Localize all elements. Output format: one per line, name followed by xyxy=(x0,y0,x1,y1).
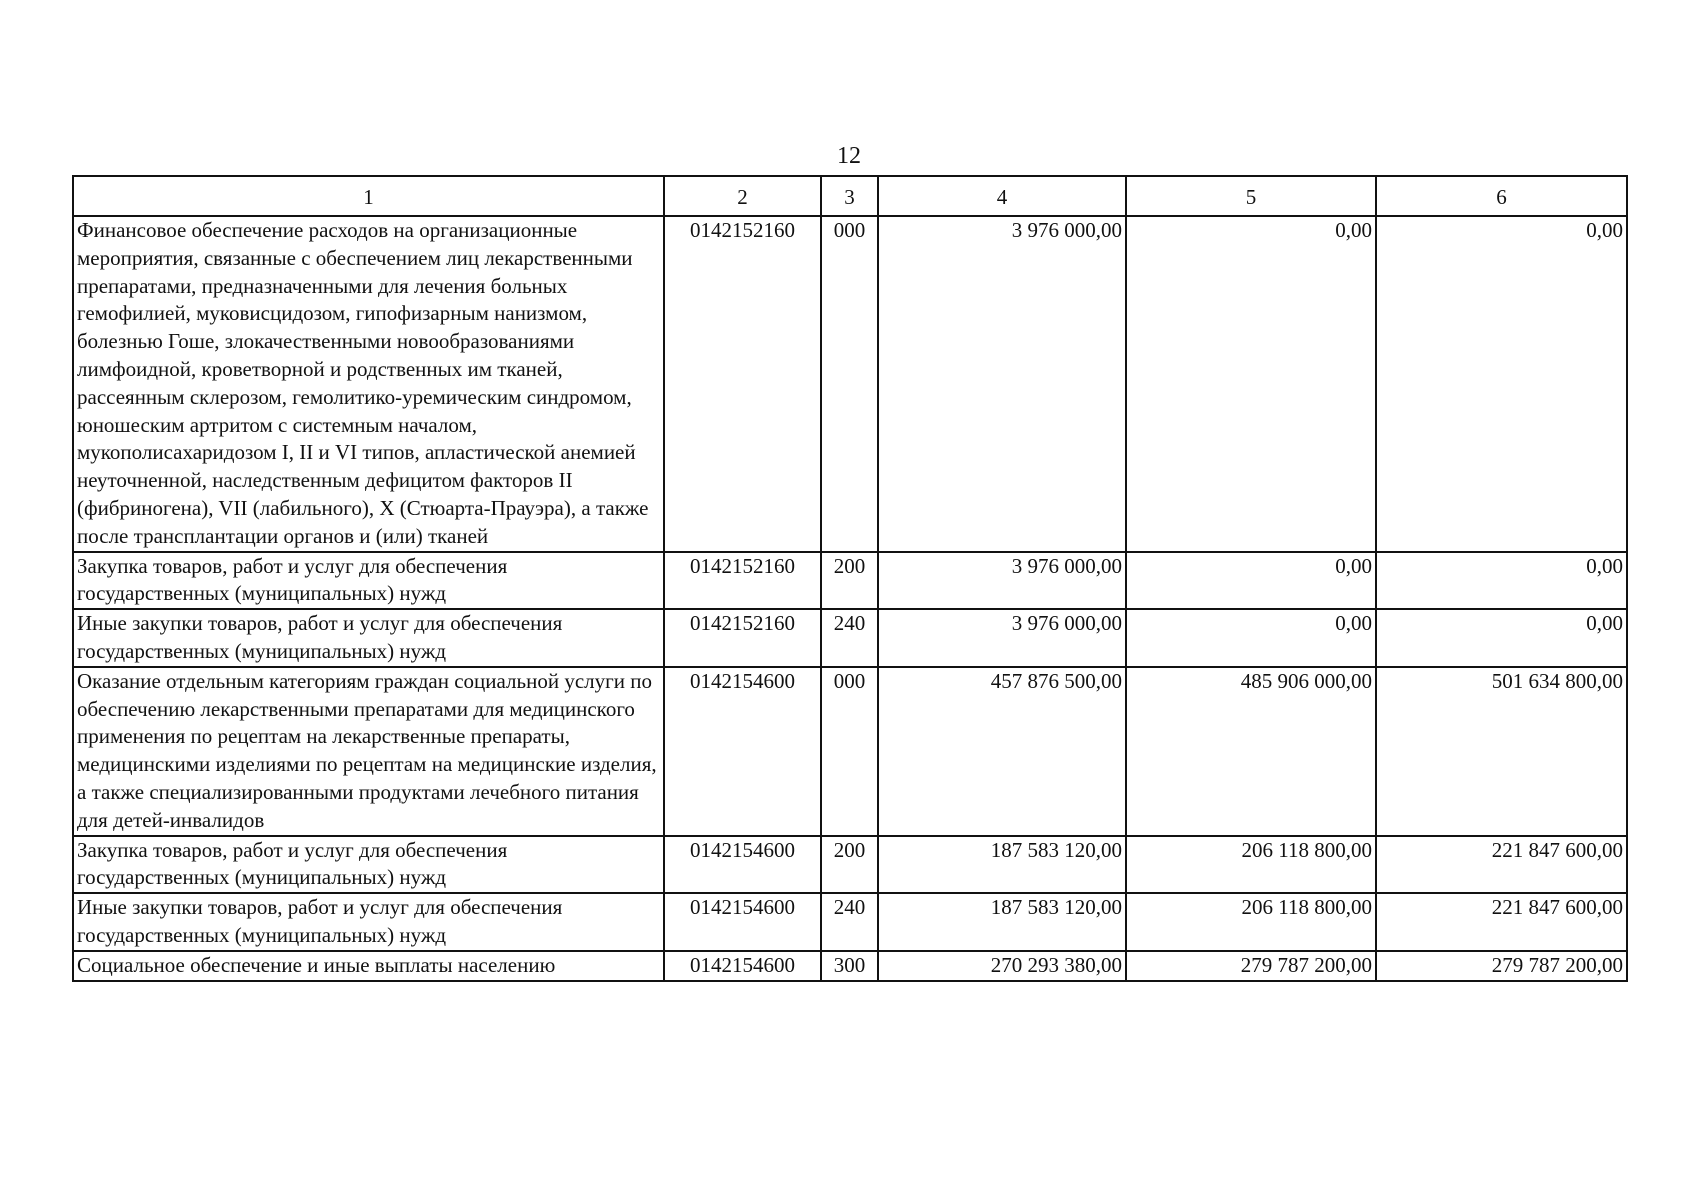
row-amount-col6: 221 847 600,00 xyxy=(1376,836,1627,894)
row-expense-type: 240 xyxy=(821,893,878,951)
row-amount-col6: 0,00 xyxy=(1376,216,1627,552)
row-amount-col4: 3 976 000,00 xyxy=(878,609,1126,667)
column-header-2: 2 xyxy=(664,176,821,216)
row-amount-col5: 0,00 xyxy=(1126,216,1376,552)
row-amount-col4: 187 583 120,00 xyxy=(878,836,1126,894)
row-code: 0142152160 xyxy=(664,609,821,667)
table-row xyxy=(73,893,1627,951)
row-amount-col6: 0,00 xyxy=(1376,609,1627,667)
row-code: 0142154600 xyxy=(664,893,821,951)
table-row xyxy=(73,667,1627,836)
column-header-1: 1 xyxy=(73,176,664,216)
row-expense-type: 200 xyxy=(821,836,878,894)
budget-table xyxy=(72,175,1628,982)
row-amount-col5: 485 906 000,00 xyxy=(1126,667,1376,836)
row-amount-col6: 279 787 200,00 xyxy=(1376,951,1627,981)
page-number: 12 xyxy=(837,143,861,169)
row-amount-col4: 3 976 000,00 xyxy=(878,216,1126,552)
row-name: Закупка товаров, работ и услуг для обеспечения государственных (муниципальных) нужд xyxy=(73,836,664,894)
table-row xyxy=(73,552,1627,610)
table-row xyxy=(73,609,1627,667)
row-code: 0142154600 xyxy=(664,836,821,894)
table-row xyxy=(73,951,1627,981)
row-code: 0142152160 xyxy=(664,552,821,610)
row-name: Закупка товаров, работ и услуг для обеспечения государственных (муниципальных) нужд xyxy=(73,552,664,610)
row-amount-col5: 206 118 800,00 xyxy=(1126,893,1376,951)
row-name: Финансовое обеспечение расходов на организационные мероприятия, связанные с обеспечением лиц лекарственными препаратами, предназначенными для лечения больных гемофилией, муковисцидозом, гипофизарным нанизмом, болезнью Гоше, злокачественными новообразованиями лимфоидной, кроветворной и родственных им тканей, рассеянным склерозом, гемолитико-уремическим синдромом, юношеским артритом с системным началом, мукополисахаридозом I, II и VI типов, апластической анемией неуточненной, наследственным дефицитом факторов II (фибриногена), VII (лабильного), X (Стюарта-Прауэра), а также после трансплантации органов и (или) тканей xyxy=(73,216,664,552)
row-expense-type: 000 xyxy=(821,216,878,552)
row-code: 0142152160 xyxy=(664,216,821,552)
row-amount-col4: 270 293 380,00 xyxy=(878,951,1126,981)
row-code: 0142154600 xyxy=(664,951,821,981)
table-row xyxy=(73,836,1627,894)
row-amount-col5: 206 118 800,00 xyxy=(1126,836,1376,894)
row-expense-type: 200 xyxy=(821,552,878,610)
column-header-5: 5 xyxy=(1126,176,1376,216)
table-row xyxy=(73,216,1627,552)
row-amount-col6: 501 634 800,00 xyxy=(1376,667,1627,836)
row-name: Оказание отдельным категориям граждан социальной услуги по обеспечению лекарственными препаратами для медицинского применения по рецептам на лекарственные препараты, медицинскими изделиями по рецептам на медицинские изделия, а также специализированными продуктами лечебного питания для детей-инвалидов xyxy=(73,667,664,836)
row-amount-col4: 3 976 000,00 xyxy=(878,552,1126,610)
row-amount-col6: 0,00 xyxy=(1376,552,1627,610)
column-header-3: 3 xyxy=(821,176,878,216)
header-row xyxy=(73,176,1627,216)
row-code: 0142154600 xyxy=(664,667,821,836)
row-expense-type: 240 xyxy=(821,609,878,667)
row-expense-type: 000 xyxy=(821,667,878,836)
row-name: Иные закупки товаров, работ и услуг для обеспечения государственных (муниципальных) нужд xyxy=(73,893,664,951)
row-name: Иные закупки товаров, работ и услуг для обеспечения государственных (муниципальных) нужд xyxy=(73,609,664,667)
row-amount-col6: 221 847 600,00 xyxy=(1376,893,1627,951)
row-amount-col4: 457 876 500,00 xyxy=(878,667,1126,836)
row-amount-col5: 279 787 200,00 xyxy=(1126,951,1376,981)
column-header-6: 6 xyxy=(1376,176,1627,216)
row-name: Социальное обеспечение и иные выплаты населению xyxy=(73,951,664,981)
row-amount-col5: 0,00 xyxy=(1126,609,1376,667)
row-amount-col5: 0,00 xyxy=(1126,552,1376,610)
row-expense-type: 300 xyxy=(821,951,878,981)
column-header-4: 4 xyxy=(878,176,1126,216)
row-amount-col4: 187 583 120,00 xyxy=(878,893,1126,951)
